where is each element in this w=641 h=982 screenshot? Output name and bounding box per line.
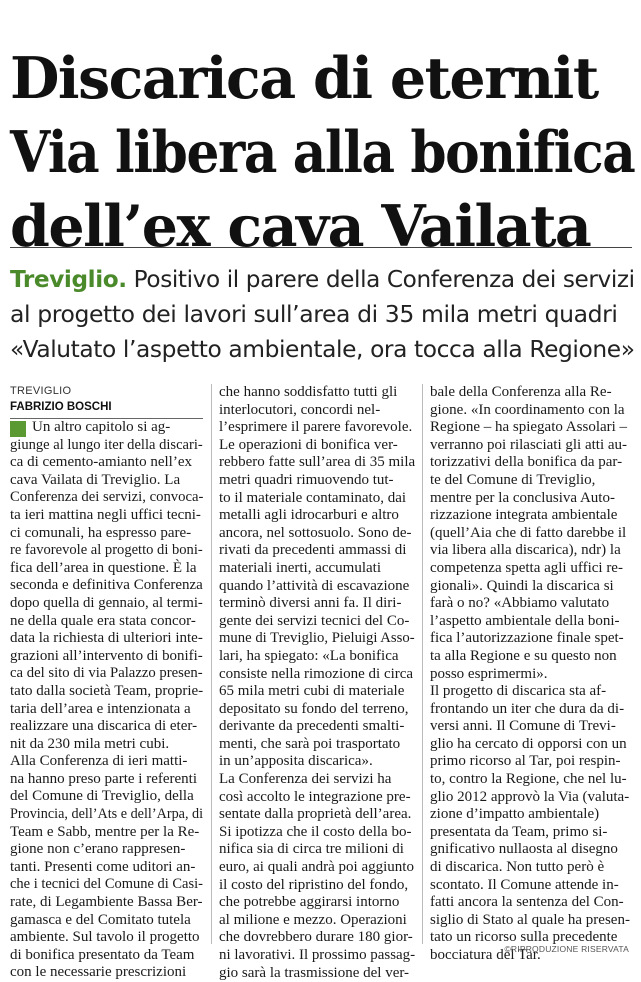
text-line: euro, ai quali andrà poi aggiunto	[219, 859, 414, 876]
text-line: to, contro la Regione, che nel lu-	[430, 771, 627, 788]
text-line: così accolto le integrazione pre-	[219, 788, 411, 805]
text-line: tato un ricorso sulla precedente	[430, 929, 618, 946]
text-line: Un altro capitolo si ag-	[32, 419, 171, 435]
text-line: ancora, nel sottosuolo. Sono de-	[219, 524, 412, 541]
text-line: to il materiale contaminato, dai	[219, 489, 407, 506]
column-divider	[422, 384, 423, 944]
text-line: gamasca e del Comitato tutela	[10, 911, 191, 928]
text-line: zione d’impatto ambientale)	[430, 806, 600, 823]
headline-line: dell’ex cava Vailata	[10, 193, 591, 261]
text-line: Provincia, dell’Ats e dell’Arpa, di	[10, 806, 204, 823]
text-line: fica l’autorizzazione finale spet-	[430, 630, 624, 647]
text-line: di discarica. Non tutto però è	[430, 859, 605, 876]
text-line: fica dell’area in questione. È la	[10, 559, 197, 576]
text-line: glio ha cercato di opporsi con un	[430, 735, 627, 752]
text-line: gione non c’erano rappresen-	[10, 841, 186, 858]
text-line: gente dei servizi tecnici del Co-	[219, 612, 410, 629]
text-line: rizzazione integrata ambientale	[430, 507, 618, 524]
text-line: La Conferenza dei servizi ha	[219, 771, 392, 788]
text-line: realizzare una discarica di eter-	[10, 718, 198, 735]
text-line: competenza spetta agli uffici re-	[430, 559, 623, 576]
text-line: presentata da Team, primo si-	[430, 823, 608, 840]
text-line: Il progetto di discarica sta af-	[430, 683, 607, 700]
headline-line: Via libera alla bonifica	[10, 119, 635, 187]
text-line: ni lavorativi. Il prossimo passag-	[219, 947, 416, 963]
text-line: che potrebbe aggirarsi intorno	[219, 894, 400, 911]
text-line: grazioni all’intervento di bonifi-	[10, 647, 203, 664]
subhead-line-3: «Valutato l’aspetto ambientale, ora tocca alla Regione»	[10, 335, 635, 363]
text-line: sentate dalla proprietà dell’area.	[219, 806, 412, 823]
text-line: taria dell’area e intenzionata a	[10, 700, 191, 717]
text-line: cava Vailata di Treviglio. La	[10, 471, 181, 488]
text-line: farà o no? «Abbiamo valutato	[430, 595, 610, 612]
text-line: re favorevole al progetto di boni-	[10, 542, 203, 559]
text-line: gio sarà la trasmissione del ver-	[219, 964, 410, 981]
text-line: ambiente. Sul tavolo il progetto	[10, 929, 200, 946]
text-line: primo ricorso al Tar, poi respin-	[430, 753, 621, 770]
text-line: l’aspetto ambientale della boni-	[430, 612, 620, 629]
subhead-line-2: al progetto dei lavori sull’area di 35 mila metri quadri	[10, 300, 618, 328]
byline-author: FABRIZIO BOSCHI	[10, 401, 112, 413]
text-line: terminò diversi anni fa. Il diri-	[219, 595, 402, 612]
byline-place: TREVIGLIO	[10, 385, 72, 397]
article-column-1	[10, 419, 203, 982]
text-line: depositato su fondo del terreno,	[219, 700, 409, 717]
text-line: che hanno soddisfatto tutti gli	[219, 384, 398, 400]
text-line: derivante da precedenti smalti-	[219, 718, 405, 735]
text-line: nifica sia di circa tre milioni di	[219, 841, 404, 858]
text-line: siglio di Stato al quale ha presen-	[430, 911, 630, 928]
text-line: scontato. Il Comune attende in-	[430, 876, 619, 893]
column-divider	[211, 384, 212, 944]
text-line: mentre per la conclusiva Auto-	[430, 489, 615, 506]
article-subhead	[10, 262, 635, 367]
text-line: il costo del ripristino del fondo,	[219, 876, 409, 893]
text-line: gnificativo nullaosta al disegno	[430, 841, 618, 858]
subhead-place: Treviglio.	[10, 265, 127, 293]
text-line: gionali». Quindi la discarica si	[430, 577, 614, 594]
article-headline	[10, 42, 635, 264]
text-line: 65 mila metri cubi di materiale	[219, 683, 405, 700]
text-line: al milione e mezzo. Operazioni	[219, 911, 407, 928]
text-line: ci comunali, ha espresso pare-	[10, 524, 192, 541]
text-line: di bonifica presentato da Team	[10, 946, 195, 963]
text-line: ca del sito di via Palazzo presen-	[10, 665, 203, 682]
article-column-3	[430, 384, 630, 965]
text-line: bale della Conferenza alla Re-	[430, 384, 612, 400]
text-line: torizzativi della bonifica da par-	[430, 454, 623, 471]
text-line: fatti ancora la sentenza del Con-	[430, 894, 624, 911]
text-line: versi anni. Il Comune di Trevi-	[430, 718, 616, 735]
text-line: na hanno preso parte i referenti	[10, 770, 197, 787]
headline-divider	[10, 247, 632, 248]
text-line: interlocutori, concordi nel-	[219, 401, 381, 418]
text-line: lari, ha spiegato: «La bonifica	[219, 647, 399, 664]
text-line: che dovrebbero durare 180 gior-	[219, 929, 413, 946]
text-line: dopo quella di gennaio, al termi-	[10, 594, 203, 611]
text-line: ta ieri mattina negli uffici tecni-	[10, 506, 201, 523]
text-line: con le necessarie prescrizioni	[10, 964, 187, 981]
text-line: Le operazioni di bonifica ver-	[219, 436, 398, 453]
copyright-notice: ©RIPRODUZIONE RISERVATA	[504, 944, 629, 954]
text-line: mune di Treviglio, Pieluigi Asso-	[219, 630, 415, 647]
text-line: giunge al lungo iter della discari-	[10, 436, 203, 453]
text-line: consiste nella rimozione di circa	[219, 665, 414, 682]
text-line: metalli agli idrocarburi e altro	[219, 507, 399, 524]
text-line: materiali inerti, accumulati	[219, 559, 382, 576]
text-line: che i tecnici del Comune di Casi-	[10, 876, 203, 893]
headline-line: Discarica di eternit	[10, 45, 598, 113]
text-line: rebbero fatte sull’area di 35 mila	[219, 454, 416, 471]
text-line: tato dalla società Team, proprie-	[10, 682, 204, 699]
text-line: in un’apposita discarica».	[219, 753, 373, 770]
text-line: l’esprimere il parere favorevole.	[219, 419, 413, 436]
text-line: ta alla Regione e su questo non	[430, 647, 617, 664]
text-line: Si ipotizza che il costo della bo-	[219, 823, 412, 840]
text-line: bocciatura del Tar.	[430, 947, 541, 963]
article-column-2	[219, 384, 415, 982]
text-line: menti, che sarà poi trasportato	[219, 735, 401, 752]
text-line: Team e Sabb, mentre per la Re-	[10, 823, 200, 840]
text-line: quando l’attività di escavazione	[219, 577, 410, 594]
text-line: del Comune di Treviglio, della	[10, 788, 194, 805]
text-line: verranno poi rilasciati gli atti au-	[430, 436, 628, 453]
subhead-line-1: Positivo il parere della Conferenza dei servizi	[126, 265, 635, 293]
text-line: Regione – ha spiegato Assolari –	[430, 419, 628, 436]
text-line: (quell’Aia che di fatto darebbe il	[430, 524, 627, 541]
text-line: metri quadri rimuovendo tut-	[219, 471, 394, 488]
text-line: gione. «In coordinamento con la	[430, 401, 625, 418]
text-line: tanti. Presenti come uditori an-	[10, 858, 196, 875]
text-line: glio 2012 approvò la Via (valuta-	[430, 788, 630, 805]
text-line: te del Comune di Treviglio,	[430, 471, 596, 488]
text-line: data la richiesta di ulteriori inte-	[10, 630, 203, 647]
text-line: rate, di Legambiente Bassa Ber-	[10, 894, 203, 911]
text-line: ne della quale era stata concor-	[10, 612, 196, 629]
text-line: nit da 230 mila metri cubi.	[10, 735, 170, 752]
text-line: Alla Conferenza di ieri matti-	[10, 753, 188, 770]
text-line: rivati da precedenti ammassi di	[219, 542, 407, 559]
text-line: seconda e definitiva Conferenza	[10, 577, 203, 594]
text-line: posso esprimermi».	[430, 665, 548, 682]
text-line: Conferenza dei servizi, convoca-	[10, 489, 204, 506]
text-line: ca di cemento-amianto nell’ex	[10, 454, 192, 471]
text-line: via libera alla discarica), ndr) la	[430, 542, 621, 559]
text-line: frontando un iter che dura da di-	[430, 700, 625, 717]
